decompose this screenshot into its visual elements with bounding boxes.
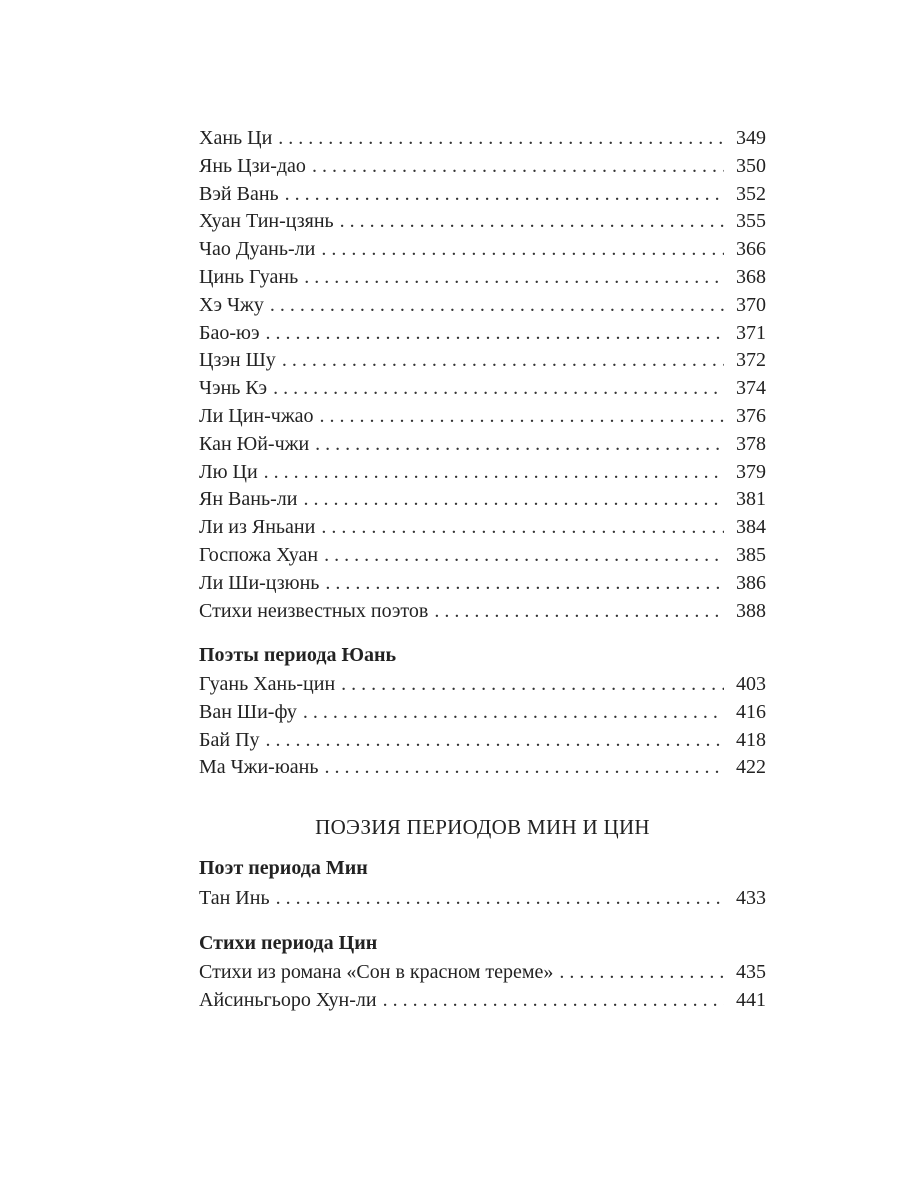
toc-entry-title: Чао Дуань-ли bbox=[199, 238, 316, 261]
toc-dot-leader bbox=[321, 236, 724, 264]
toc-dot-leader bbox=[321, 514, 724, 542]
toc-entry[interactable] bbox=[199, 292, 766, 320]
toc-page-number: 381 bbox=[736, 488, 766, 511]
toc-entry-title: Гуань Хань-цин bbox=[199, 673, 336, 695]
section-heading-ming: Поэт периода Мин bbox=[199, 857, 368, 879]
toc-page-number: 370 bbox=[736, 293, 766, 316]
toc-entry-title: Госпожа Хуан bbox=[199, 543, 319, 566]
toc-entry[interactable] bbox=[199, 208, 766, 236]
toc-entry[interactable] bbox=[199, 320, 766, 348]
toc-entry-title: Хуан Тин-цзянь bbox=[199, 210, 334, 233]
toc-entry[interactable] bbox=[199, 486, 766, 514]
toc-group-qing bbox=[199, 959, 766, 1015]
toc-entry[interactable] bbox=[199, 699, 766, 727]
toc-page-number: 374 bbox=[736, 377, 766, 400]
toc-entry-title: Тан Инь bbox=[199, 887, 270, 909]
toc-dot-leader bbox=[324, 542, 724, 570]
toc-page-number: 376 bbox=[736, 404, 766, 427]
toc-entry[interactable] bbox=[199, 959, 766, 987]
toc-entry-title: Вэй Вань bbox=[199, 182, 279, 205]
toc-page-number: 441 bbox=[736, 988, 766, 1011]
toc-dot-leader bbox=[264, 459, 724, 487]
toc-dot-leader bbox=[303, 699, 724, 727]
toc-entry-title: Ли Цин-чжао bbox=[199, 404, 314, 427]
toc-dot-leader bbox=[315, 431, 724, 459]
toc-entry-title: Чэнь Кэ bbox=[199, 377, 268, 400]
toc-dot-leader bbox=[341, 671, 724, 699]
toc-dot-leader bbox=[383, 987, 724, 1015]
toc-page-number: 350 bbox=[736, 154, 766, 177]
toc-entry[interactable] bbox=[199, 403, 766, 431]
toc-dot-leader bbox=[285, 181, 724, 209]
toc-entry-title: Ян Вань-ли bbox=[199, 488, 298, 511]
toc-dot-leader bbox=[324, 754, 724, 782]
chapter-heading-ming-qing: ПОЭЗИЯ ПЕРИОДОВ МИН И ЦИН bbox=[315, 815, 650, 839]
toc-entry[interactable] bbox=[199, 125, 766, 153]
toc-dot-leader bbox=[559, 959, 724, 987]
toc-entry-title: Лю Ци bbox=[199, 460, 258, 483]
toc-entry[interactable] bbox=[199, 431, 766, 459]
toc-page-number: 418 bbox=[736, 728, 766, 751]
toc-entry[interactable] bbox=[199, 727, 766, 755]
toc-page-number: 379 bbox=[736, 460, 766, 483]
toc-entry[interactable] bbox=[199, 542, 766, 570]
toc-dot-leader bbox=[312, 153, 724, 181]
toc-entry-title: Хань Ци bbox=[199, 127, 273, 149]
toc-entry-title: Ли Ши-цзюнь bbox=[199, 571, 320, 594]
toc-entry[interactable] bbox=[199, 570, 766, 598]
toc-page-number: 366 bbox=[736, 238, 766, 261]
toc-entry-title: Цзэн Шу bbox=[199, 349, 276, 372]
toc-entry[interactable] bbox=[199, 347, 766, 375]
toc-dot-leader bbox=[282, 347, 724, 375]
toc-dot-leader bbox=[434, 598, 724, 626]
toc-page-number: 368 bbox=[736, 265, 766, 288]
section-heading-yuan: Поэты периода Юань bbox=[199, 644, 397, 666]
toc-entry-title: Ван Ши-фу bbox=[199, 700, 297, 723]
toc-dot-leader bbox=[340, 208, 724, 236]
toc-entry[interactable] bbox=[199, 181, 766, 209]
toc-page-number: 386 bbox=[736, 571, 766, 594]
toc-dot-leader bbox=[325, 570, 724, 598]
toc-page-number: 433 bbox=[736, 887, 766, 909]
toc-entry-title: Ли из Яньани bbox=[199, 516, 316, 539]
toc-dot-leader bbox=[270, 292, 724, 320]
toc-page-number: 435 bbox=[736, 961, 766, 983]
toc-group-yuan bbox=[199, 671, 766, 782]
toc-entry[interactable] bbox=[199, 671, 766, 699]
toc-entry-title: Бай Пу bbox=[199, 728, 260, 751]
toc-dot-leader bbox=[320, 403, 724, 431]
toc-page-number: 349 bbox=[736, 127, 766, 149]
toc-dot-leader bbox=[303, 486, 724, 514]
toc-entry-title: Ма Чжи-юань bbox=[199, 756, 319, 779]
toc-page-number: 352 bbox=[736, 182, 766, 205]
toc-entry-title: Хэ Чжу bbox=[199, 293, 264, 316]
toc-entry-title: Бао-юэ bbox=[199, 321, 260, 344]
toc-dot-leader bbox=[278, 125, 724, 153]
toc-dot-leader bbox=[266, 320, 724, 348]
toc-page-number: 371 bbox=[736, 321, 766, 344]
toc-page-number: 388 bbox=[736, 599, 766, 622]
toc-entry[interactable] bbox=[199, 236, 766, 264]
toc-entry[interactable] bbox=[199, 264, 766, 292]
toc-page-number: 422 bbox=[736, 756, 766, 779]
toc-entry-title: Айсиньгьоро Хун-ли bbox=[199, 988, 377, 1011]
toc-dot-leader bbox=[266, 727, 724, 755]
toc-entry[interactable] bbox=[199, 987, 766, 1015]
toc-dot-leader bbox=[276, 885, 724, 913]
toc-entry-title: Цинь Гуань bbox=[199, 265, 299, 288]
toc-page-number: 378 bbox=[736, 432, 766, 455]
toc-entry[interactable] bbox=[199, 459, 766, 487]
toc-entry-title: Стихи из романа «Сон в красном тереме» bbox=[199, 961, 554, 983]
toc-entry[interactable] bbox=[199, 153, 766, 181]
toc-entry[interactable] bbox=[199, 754, 766, 782]
toc-page-number: 385 bbox=[736, 543, 766, 566]
toc-entry-title: Янь Цзи-дао bbox=[199, 154, 306, 177]
toc-entry[interactable] bbox=[199, 375, 766, 403]
toc-entry[interactable] bbox=[199, 885, 766, 913]
toc-page-number: 384 bbox=[736, 516, 766, 539]
toc-dot-leader bbox=[273, 375, 724, 403]
section-heading-qing: Стихи периода Цин bbox=[199, 932, 378, 954]
toc-dot-leader bbox=[304, 264, 724, 292]
toc-group-continued bbox=[199, 125, 766, 625]
toc-entry[interactable] bbox=[199, 598, 766, 626]
toc-page-number: 355 bbox=[736, 210, 766, 233]
toc-page-number: 372 bbox=[736, 349, 766, 372]
toc-group-ming bbox=[199, 885, 766, 913]
toc-entry-title: Стихи неизвестных поэтов bbox=[199, 599, 429, 622]
toc-entry[interactable] bbox=[199, 514, 766, 542]
toc-page-number: 416 bbox=[736, 700, 766, 723]
toc-entry-title: Кан Юй-чжи bbox=[199, 432, 310, 455]
toc-page-number: 403 bbox=[736, 673, 766, 695]
